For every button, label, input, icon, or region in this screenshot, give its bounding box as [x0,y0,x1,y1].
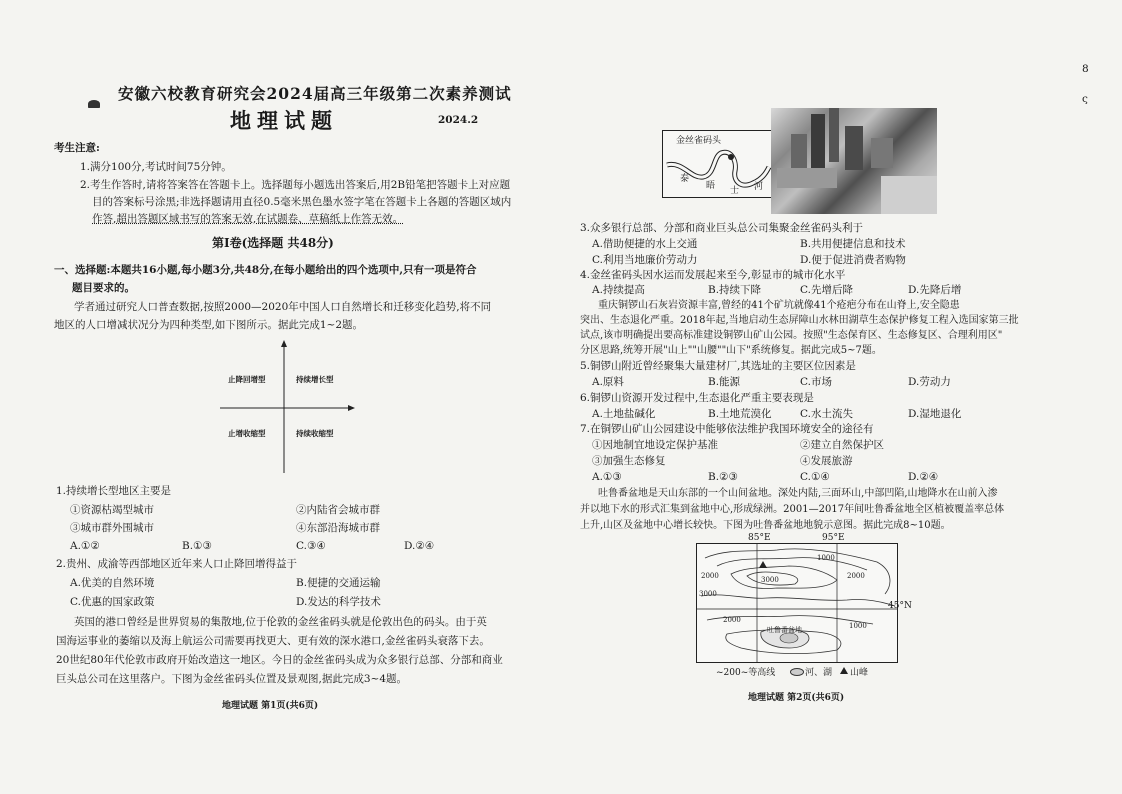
q1-option-b: B.①③ [182,540,212,552]
q1-option-a: A.①② [70,540,100,552]
contour-label-3: 3000 [761,576,779,584]
passage3-line-2: 突出、生态退化严重。2018年起,当地启动生态屏障山水林田湖草生态保护修复工程入选国家第三批 [580,315,1019,326]
q1-item-2: ②内陆省会城市群 [296,504,380,516]
passage4-line-3: 上升,山区及盆地中心增长较快。下图为吐鲁番盆地地貌示意图。据此完成8~10题。 [580,520,951,531]
passage3-line-3: 试点,该市明确提出要高标准建设铜锣山矿山公园。按照"生态保育区、生态修复区、合理利用区" [580,330,1003,341]
passage1-line-1: 学者通过研究人口普查数据,按照2000—2020年中国人口自然增长和迁移变化趋势,将不同 [74,301,492,313]
q2-option-a: A.优美的自然环境 [70,577,155,589]
right-page-footer: 地理试题 第2页(共6页) [748,693,845,703]
map-label-river-3: 士 [730,186,740,196]
q3-option-b: B.共用便捷信息和技术 [800,238,906,250]
contour-label-1: 1000 [817,554,835,562]
q1-stem: 1.持续增长型地区主要是 [56,485,172,497]
map-label-wharf: 金丝雀码头 [676,136,722,146]
passage4-line-2: 并以地下水的形式汇集到盆地中心,形成绿洲。2001—2017年间吐鲁番盆地全区植被覆盖率总体 [580,504,1005,515]
q5-option-b: B.能源 [708,376,741,388]
q4-stem: 4.金丝雀码头因水运而发展起来至今,彰显市的城市化水平 [580,269,846,281]
q6-option-b: B.土地荒漠化 [708,408,772,420]
passage3-line-4: 分区思路,统筹开展"山上""山腰""山下"系统修复。据此完成5~7题。 [580,345,882,356]
margin-mark-8: 8 [1082,63,1089,75]
left-page-footer: 地理试题 第1页(共6页) [222,701,319,711]
legend-peak: 山峰 [850,668,869,678]
canary-wharf-landscape-photo [771,108,937,214]
q2-option-d: D.发达的科学技术 [296,596,381,608]
q1-item-1: ①资源枯竭型城市 [70,504,154,516]
q7-item-4: ④发展旅游 [800,455,853,467]
contour-label-4: 2000 [847,572,865,580]
section-title: 第Ⅰ卷(选择题 共48分) [212,236,334,250]
quadrant-top-left: 止降回增型 [228,375,266,384]
exam-header-title: 安徽六校教育研究会2024届高三年级第二次素养测试 [118,84,512,103]
q7-option-a: A.①③ [592,471,622,483]
subject-title: 地理试题 [230,108,338,133]
exam-date: 2024.2 [438,114,479,126]
q5-option-a: A.原料 [592,376,624,388]
passage1-line-2: 地区的人口增减状况分为四种类型,如下图所示。据此完成1~2题。 [54,319,363,331]
q2-stem: 2.贵州、成渝等西部地区近年来人口止降回增得益于 [56,558,298,570]
q7-item-1: ①因地制宜地设定保护基准 [592,439,718,451]
q4-option-b: B.持续下降 [708,284,762,296]
q1-item-3: ③城市群外围城市 [70,522,154,534]
q1-item-4: ④东部沿海城市群 [296,522,380,534]
legend-river-lake: 河、湖 [805,668,833,678]
binder-mark-icon [88,100,100,108]
q6-option-c: C.水土流失 [800,408,853,420]
river-lake-icon [790,668,804,676]
population-type-diagram [210,335,360,475]
contour-label-7: 1000 [849,622,867,630]
legend-contour: ~200~等高线 [716,668,776,678]
passage4-line-1: 吐鲁番盆地是天山东部的一个山间盆地。深处内陆,三面环山,中部凹陷,山地降水在山前入渗 [598,488,998,499]
q1-option-c: C.③④ [296,540,326,552]
q6-stem: 6.铜锣山资源开发过程中,生态退化严重主要表现是 [580,392,814,404]
map-label-river-1: 泰 [680,174,690,184]
q7-option-c: C.①④ [800,471,830,483]
contour-label-2: 2000 [701,572,719,580]
quadrant-bottom-right: 持续收缩型 [296,429,334,438]
passage2-line-4: 巨头总公司在这里落户。下图为金丝雀码头位置及景观图,据此完成3~4题。 [56,673,407,685]
notice-heading: 考生注意: [54,142,100,154]
q4-option-a: A.持续提高 [592,284,645,296]
passage3-line-1: 重庆铜锣山石灰岩资源丰富,曾经的41个矿坑就像41个疮疤分布在山脊上,安全隐患 [598,300,960,311]
basin-label: 吐鲁番盆地 [767,626,802,634]
notice-line-2: 2.考生作答时,请将答案答在答题卡上。选择题每小题选出答案后,用2B铅笔把答题卡上对应题 [80,179,511,191]
contour-label-5: 3000 [699,590,717,598]
peak-icon [840,667,848,674]
q5-option-d: D.劳动力 [908,376,951,388]
q6-option-a: A.土地盐碱化 [592,408,656,420]
map-label-river-2: 晤 [706,181,716,191]
passage2-line-3: 20世纪80年代伦敦市政府开始改造这一地区。今日的金丝雀码头成为众多银行总部、分部和商业 [56,654,503,666]
instructions-line-2: 题目要求的。 [72,282,135,294]
margin-mark-9: ς [1082,93,1088,105]
q7-stem: 7.在铜锣山矿山公园建设中能够依法维护我国环境安全的途径有 [580,423,874,435]
q1-option-d: D.②④ [404,540,435,552]
q2-option-b: B.便捷的交通运输 [296,577,381,589]
q5-option-c: C.市场 [800,376,832,388]
turpan-basin-map [696,543,898,663]
latitude-label: 45°N [888,601,912,611]
notice-line-1: 1.满分100分,考试时间75分钟。 [80,161,232,173]
q6-option-d: D.湿地退化 [908,408,962,420]
q3-stem: 3.众多银行总部、分部和商业巨头总公司集聚金丝雀码头利于 [580,222,864,234]
q7-item-3: ③加强生态修复 [592,455,666,467]
q3-option-a: A.借助便捷的水上交通 [592,238,698,250]
q2-option-c: C.优惠的国家政策 [70,596,155,608]
q5-stem: 5.铜锣山附近曾经聚集大量建材厂,其选址的主要区位因素是 [580,360,856,372]
q7-option-b: B.②③ [708,471,738,483]
passage2-line-2: 国海运事业的萎缩以及海上航运公司需要再找更大、更有效的深水港口,金丝雀码头衰落下去。 [56,635,490,647]
notice-line-4: 作答,超出答题区域书写的答案无效,在试题卷、草稿纸上作答无效。 [92,213,404,225]
q7-item-2: ②建立自然保护区 [800,439,884,451]
longitude-label-right: 95°E [822,533,845,543]
q3-option-c: C.利用当地廉价劳动力 [592,254,698,266]
contour-label-6: 2000 [723,616,741,624]
passage2-line-1: 英国的港口曾经是世界贸易的集散地,位于伦敦的金丝雀码头就是伦敦出色的码头。由于英 [74,616,487,628]
q4-option-c: C.先增后降 [800,284,853,296]
quadrant-bottom-left: 止增收缩型 [228,429,266,438]
map-label-river-4: 河 [754,182,764,192]
q3-option-d: D.便于促进消费者购物 [800,254,906,266]
longitude-label-left: 85°E [748,533,771,543]
instructions-line-1: 一、选择题:本题共16小题,每小题3分,共48分,在每小题给出的四个选项中,只有一项是符合 [54,264,477,276]
quadrant-top-right: 持续增长型 [296,375,334,384]
notice-line-3: 目的答案标号涂黑;非选择题请用直径0.5毫米黑色墨水签字笔在答题卡上各题的答题区域内 [92,196,512,208]
q7-option-d: D.②④ [908,471,939,483]
q4-option-d: D.先降后增 [908,284,962,296]
